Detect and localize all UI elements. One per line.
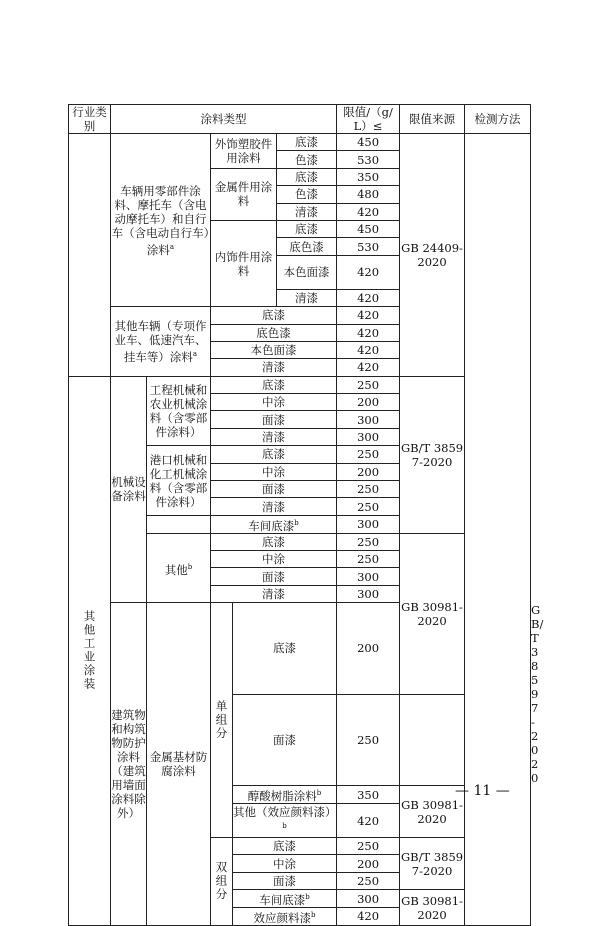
limit-cell: 250 <box>337 533 400 550</box>
coating-cell: 面漆 <box>233 694 337 786</box>
coating-cell: 清漆 <box>277 289 337 306</box>
industry-other-label: 其他工业涂装 <box>82 610 97 692</box>
building-category: 建筑物和构筑物防护涂料（建筑用墙面涂料除外） <box>111 603 147 926</box>
header-method: 检测方法 <box>465 105 531 134</box>
limit-cell: 250 <box>337 481 400 498</box>
metal-part-coating: 金属件用涂料 <box>211 168 277 220</box>
limit-cell: 350 <box>337 168 400 185</box>
coating-cell: 中涂 <box>211 551 337 568</box>
coating-cell: 中涂 <box>233 855 337 872</box>
double-component <box>211 838 233 926</box>
limit-cell: 420 <box>337 908 400 926</box>
limit-cell: 530 <box>337 238 400 255</box>
coating-cell: 底漆 <box>277 134 337 151</box>
coating-cell: 底漆 <box>233 603 337 695</box>
coating-cell: 底漆 <box>277 220 337 237</box>
double-component-label: 双组分 <box>214 861 229 902</box>
limit-cell: 420 <box>337 203 400 220</box>
exterior-plastic-coating: 外饰塑胶件用涂料 <box>211 134 277 169</box>
other-vehicle-category: 其他车辆（专项作业车、低速汽车、挂车等）涂料$^a$ <box>111 307 211 377</box>
machinery-category: 机械设备涂料 <box>111 376 147 603</box>
source-gbt38597: GB/T 38597-2020 <box>400 376 465 533</box>
coating-cell: 面漆 <box>233 872 337 889</box>
limit-cell: 420 <box>337 359 400 376</box>
limit-cell: 420 <box>337 324 400 341</box>
coating-cell: 色漆 <box>277 151 337 168</box>
method-blank <box>465 134 531 926</box>
header-coating-type: 涂料类型 <box>111 105 337 134</box>
metal-protect-coating: 金属基材防腐涂料 <box>147 603 211 926</box>
limit-cell: 300 <box>337 568 400 585</box>
limit-cell: 420 <box>337 307 400 324</box>
coating-cell: 底漆 <box>211 533 337 550</box>
source-gbt38597-b2: GB/T 38597-2020 <box>400 838 465 890</box>
others-coating: 其他$^b$ <box>147 533 211 603</box>
coating-cell: 车间底漆$^b$ <box>211 515 337 533</box>
coating-cell: 清漆 <box>277 203 337 220</box>
limit-cell: 450 <box>337 134 400 151</box>
limit-cell: 420 <box>337 255 400 289</box>
port-machinery-coating: 港口机械和化工机械涂料（含零部件涂料） <box>147 446 211 516</box>
coating-cell: 清漆 <box>211 428 337 445</box>
coating-cell: 本色面漆 <box>277 255 337 289</box>
limit-cell: 300 <box>337 890 400 908</box>
limit-cell: 530 <box>337 151 400 168</box>
limit-cell: 420 <box>337 804 400 838</box>
limit-cell: 200 <box>337 394 400 411</box>
coating-cell: 清漆 <box>211 359 337 376</box>
source-gb24409: GB 24409-2020 <box>400 134 465 377</box>
limit-cell: 250 <box>337 446 400 463</box>
limit-cell: 300 <box>337 411 400 428</box>
coating-cell: 底漆 <box>211 307 337 324</box>
limit-cell: 420 <box>337 289 400 306</box>
interior-coating: 内饰件用涂料 <box>211 220 277 306</box>
limit-cell: 200 <box>337 463 400 480</box>
coating-cell: 底漆 <box>211 446 337 463</box>
limit-cell: 350 <box>337 786 400 804</box>
coating-cell: 面漆 <box>211 568 337 585</box>
limit-cell: 300 <box>337 515 400 533</box>
page-number: — 11 — <box>455 783 510 799</box>
coating-cell: 中涂 <box>211 463 337 480</box>
limit-cell: 250 <box>337 694 400 786</box>
industry-vehicle-blank <box>69 134 111 377</box>
coating-cell: 本色面漆 <box>211 341 337 358</box>
table-header-row <box>69 105 531 134</box>
coating-cell: 面漆 <box>211 411 337 428</box>
coating-cell: 效应颜料漆$^b$ <box>233 908 337 926</box>
coating-cell: 色漆 <box>277 186 337 203</box>
blank-cell <box>147 515 211 533</box>
coating-cell: 面漆 <box>211 481 337 498</box>
limit-cell: 250 <box>337 838 400 855</box>
single-component <box>211 603 233 838</box>
limit-cell: 250 <box>337 376 400 393</box>
voc-limit-table <box>68 104 544 926</box>
industry-other <box>69 376 111 925</box>
limit-cell: 250 <box>337 872 400 889</box>
coating-cell: 其他（效应颜料漆）$^b$ <box>233 804 337 838</box>
header-source: 限值来源 <box>400 105 465 134</box>
eng-machinery-coating: 工程机械和农业机械涂料（含零部件涂料） <box>147 376 211 446</box>
limit-cell: 250 <box>337 551 400 568</box>
coating-cell: 底漆 <box>211 376 337 393</box>
coating-cell: 底漆 <box>277 168 337 185</box>
coating-cell: 底色漆 <box>277 238 337 255</box>
coating-cell: 清漆 <box>211 498 337 515</box>
coating-cell: 醇酸树脂涂料$^b$ <box>233 786 337 804</box>
table-row: 建筑物和构筑物防护涂料（建筑用墙面涂料除外） 金属基材防腐涂料 单组分 底漆 200 GB/T 38597-2020 <box>69 603 531 695</box>
limit-cell: 450 <box>337 220 400 237</box>
coating-cell: 车间底漆$^b$ <box>233 890 337 908</box>
coating-cell: 中涂 <box>211 394 337 411</box>
limit-cell: 300 <box>337 585 400 602</box>
source-gb30981: GB 30981-2020 <box>400 533 465 694</box>
limit-cell: 420 <box>337 341 400 358</box>
table-row <box>69 376 531 393</box>
single-component-label: 单组分 <box>214 699 229 741</box>
limit-cell: 200 <box>337 603 400 695</box>
vehicle-parts-category: 车辆用零部件涂料、摩托车（含电动摩托车）和自行车（含电动自行车）涂料$^a$ <box>111 134 211 307</box>
coating-cell: 清漆 <box>211 585 337 602</box>
coating-cell: 底漆 <box>233 838 337 855</box>
header-industry: 行业类别 <box>69 105 111 134</box>
limit-cell: 250 <box>337 498 400 515</box>
source-gb30981-b2: GB 30981-2020 <box>400 890 465 926</box>
limit-cell: 480 <box>337 186 400 203</box>
coating-cell: 底色漆 <box>211 324 337 341</box>
table-row <box>69 134 531 151</box>
source-gb30981-b1: GB 30981-2020 <box>400 786 465 838</box>
header-limit: 限值/（g/L）≤ <box>337 105 400 134</box>
limit-cell: 200 <box>337 855 400 872</box>
limit-cell: 300 <box>337 428 400 445</box>
